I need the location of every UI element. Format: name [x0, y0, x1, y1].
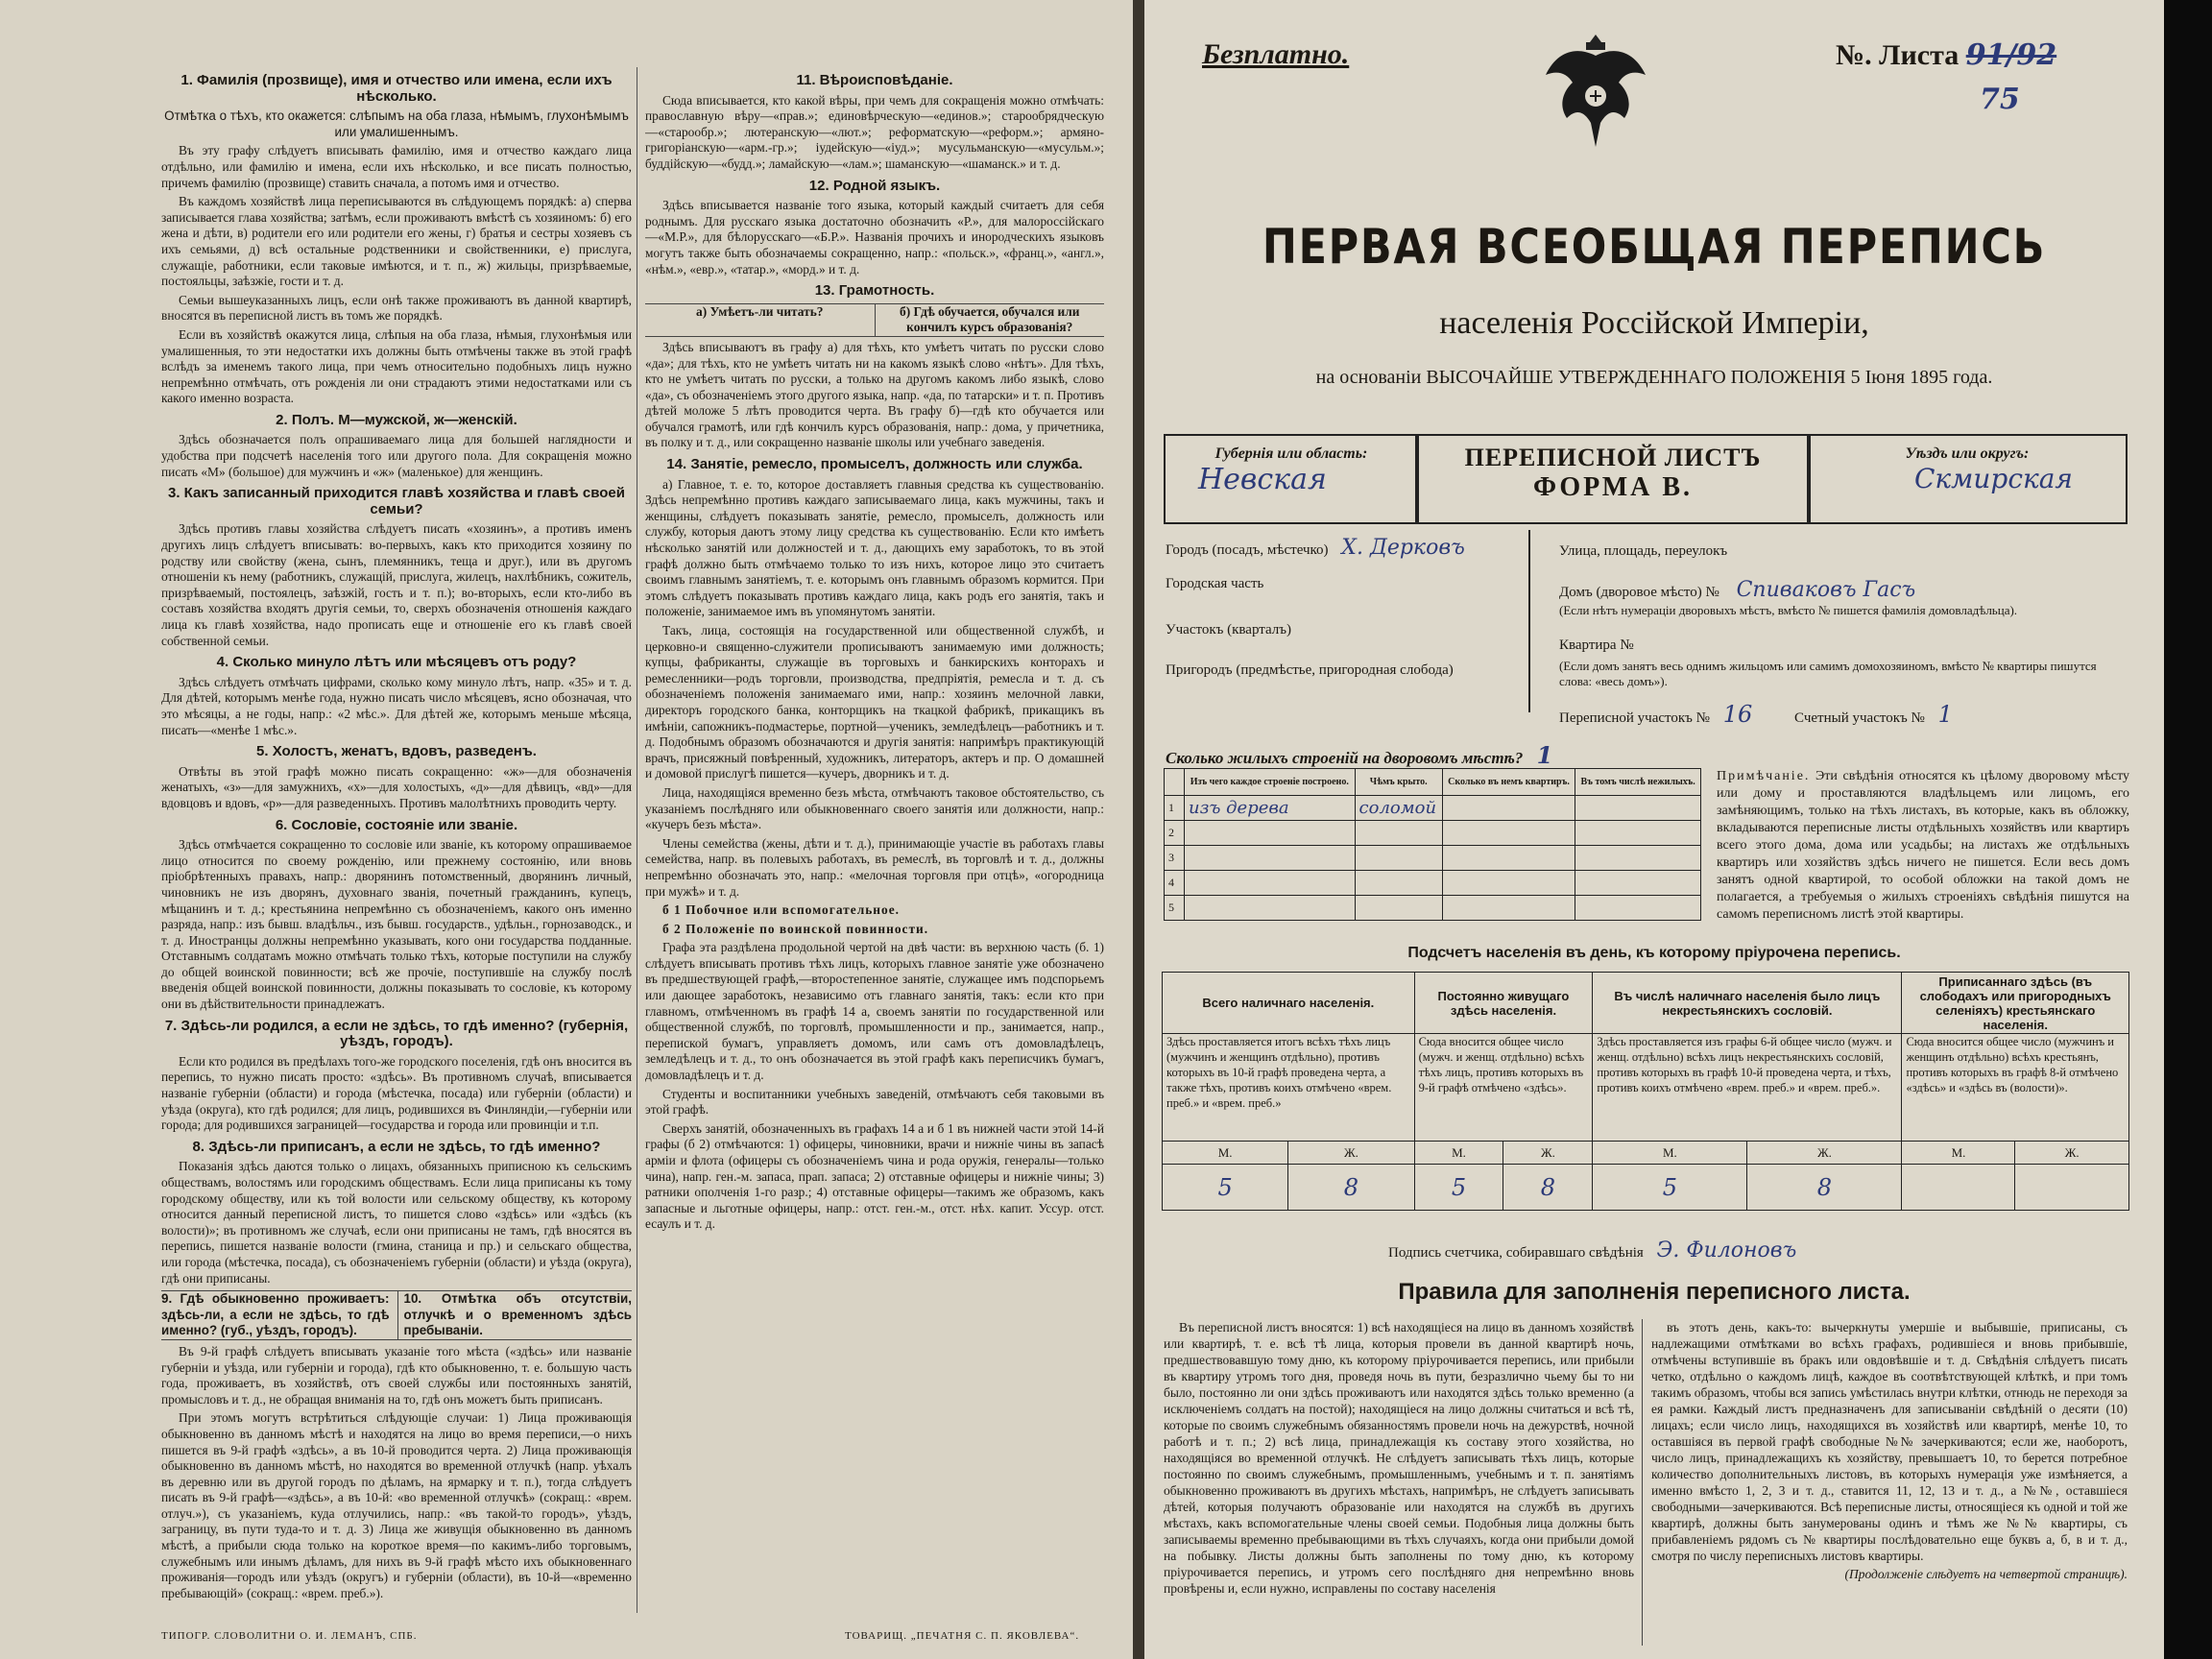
count-desc-resident: Сюда вносится общее число (мужч. и женщ. отдѣльно) всѣхъ тѣхъ лицъ, противъ которыхъ въ 9-й графѣ отмѣчено «здѣсь».	[1414, 1034, 1593, 1142]
rules-continuation: (Продолженіе слѣдуетъ на четвертой страницѣ).	[1844, 1567, 2128, 1581]
population-count-title: Подсчетъ населенія въ день, къ которому пріурочена перепись.	[1407, 945, 1901, 961]
building-nonres[interactable]	[1575, 796, 1701, 821]
building-nonres[interactable]	[1575, 896, 1701, 921]
counting-section-label: Счетный участокъ №	[1794, 710, 1925, 726]
left-footer-imprint: ТИПОГР. СЛОВОЛИТНИ О. И. ЛЕМАНЪ, СПБ.	[161, 1630, 418, 1642]
counter-signature-label: Подпись счетчика, собиравшаго свѣдѣнія	[1388, 1245, 1644, 1261]
building-flats[interactable]	[1442, 871, 1575, 896]
rules-divider	[1642, 1319, 1643, 1646]
count-peasant-female[interactable]	[2015, 1165, 2129, 1211]
count-total-female[interactable]: 8	[1288, 1165, 1414, 1211]
buildings-value[interactable]: 1	[1536, 741, 1553, 769]
buildings-table	[1164, 768, 1701, 921]
count-peasant-male[interactable]	[1902, 1165, 2015, 1211]
section-1-subheading: Отмѣтка о тѣхъ, кто окажется: слѣпымъ на оба глаза, нѣмымъ, глухонѣмымъ или умалишеннымъ.	[164, 108, 629, 139]
county-box	[1807, 434, 2128, 524]
rules-column-1	[1164, 1319, 1634, 1646]
section-1-heading: 1. Фамилія (прозвище), имя и отчество или имена, если ихъ нѣсколько.	[180, 72, 613, 105]
count-header-total: Всего наличнаго населенія.	[1163, 973, 1415, 1034]
form-name: ФОРМА В.	[1532, 472, 1694, 502]
buildings-header-flats: Сколько въ немъ квартиръ.	[1442, 769, 1575, 796]
section-8-heading: 8. Здѣсь-ли приписанъ, а если не здѣсь, то гдѣ именно?	[192, 1138, 601, 1155]
sex-female-label: Ж.	[2015, 1142, 2129, 1165]
sheet-number-handwritten-alt: 75	[1980, 83, 2020, 116]
rules-title: Правила для заполненія переписного листа.	[1398, 1279, 1911, 1305]
sex-male-label: М.	[1902, 1142, 2015, 1165]
building-flats[interactable]	[1442, 846, 1575, 871]
census-form-page	[1144, 0, 2164, 1659]
count-header-peasant: Приписаннаго здѣсь (въ слободахъ или пригородныхъ селеніяхъ) крестьянскаго населенія.	[1902, 973, 2129, 1034]
building-nonres[interactable]	[1575, 871, 1701, 896]
building-flats[interactable]	[1442, 896, 1575, 921]
section-2-heading: 2. Полъ. М—мужской, ж—женскій.	[276, 411, 517, 428]
counting-section-value[interactable]: 1	[1937, 701, 1953, 728]
count-desc-non-peasant: Здѣсь проставляется изъ графы 6-й общее число (мужч. и женщ. отдѣльно) всѣхъ лицъ некрестьянскихъ сословій, противъ которыхъ въ графѣ 10-й проведена черта, и тѣхъ, противъ коихъ отмѣчено «врем. преб.» и «врем. преб.».	[1593, 1034, 1902, 1142]
census-section-field	[1559, 701, 1953, 728]
street-label: Улица, площадь, переулокъ	[1559, 543, 1728, 559]
scan-edge	[2164, 0, 2212, 1659]
count-non-peasant-male[interactable]: 5	[1593, 1165, 1747, 1211]
section-12-heading: 12. Родной языкъ.	[808, 177, 941, 194]
section-13-heading: 13. Грамотность.	[814, 282, 935, 300]
buildings-header-material: Изъ чего каждое строеніе построено.	[1185, 769, 1356, 796]
section-7-text: Если кто родился въ предѣлахъ того-же городского поселенія, гдѣ онъ вносится въ перепись, то нужно писать просто: «здѣсь». Въ противномъ случаѣ, вписывается названіе губерніи (области) и города (мѣстечка, посада) или губерніи (области) и уѣзда (округа), кто гдѣ родился; для лицъ, родившихся въ Финляндіи,—губерніи или города; для родившихся заграницей—государства и города или провинціи и т.п.	[161, 1053, 632, 1133]
building-material[interactable]: изъ дерева	[1185, 796, 1356, 821]
county-label: Уѣздъ или округъ:	[1905, 445, 2030, 462]
count-non-peasant-female[interactable]: 8	[1747, 1165, 1902, 1211]
section-5-text: Отвѣты въ этой графѣ можно писать сокращенно: «ж»—для обозначенія женатыхъ, «з»—для замужнихъ, «х»—для холостыхъ, «д»—для дѣвицъ, «вд»—для вдовцовъ и вдовъ, «р»—для разведенныхъ. Противъ малолѣтнихъ проводить черту.	[161, 763, 632, 810]
district-label: Участокъ (кварталъ)	[1166, 622, 1292, 637]
building-roof[interactable]	[1355, 871, 1442, 896]
section-14-heading: 14. Занятіе, ремесло, промыселъ, должность или служба.	[666, 456, 1083, 473]
page-gutter	[1133, 0, 1144, 1659]
sex-female-label: Ж.	[1288, 1142, 1414, 1165]
row-number: 1	[1165, 796, 1185, 821]
section-8-text: Показанія здѣсь даются только о лицахъ, обязанныхъ приписною къ сельскимъ обществамъ, волостямъ или городскимъ обществамъ. Если лица приписаны къ тому городскому обществу, или къ той волости или сельскому обществу, къ которому относится данный переписной листъ, то пишется слово «здѣсь» или «здѣсь (къ волости)»; въ противномъ же случаѣ, если они приписаны не тамъ, гдѣ вносятся въ перепись, пишется названіе волости (гмина, станица и пр.) и сельскаго общества, или города (мѣстечка, посада), съ обозначеніемъ губерніи (области) и уѣзда (округа), гдѣ они приписаны.	[161, 1159, 632, 1286]
section-11-text: Сюда вписывается, кто какой вѣры, при чемъ для сокращенія можно отмѣчать: православную вѣру—«прав.»; единовѣрческую—«единов.»; старообрядческую—«старообр.»; лютеранскую—«лют.»; реформатскую—«реформ.»; армяно-григоріанскую—«арм.-гр.»; іудейскую—«іуд.»; мусульманскую—«мусульм.»; буддійскую—«будд.»; ламайскую—«лам.»; шаманскую—«шаманск.» и т. д.	[645, 92, 1104, 171]
count-resident-female[interactable]: 8	[1503, 1165, 1593, 1211]
buildings-header-roof: Чѣмъ крыто.	[1355, 769, 1442, 796]
instructions-column-2	[645, 67, 1104, 1584]
count-total-male[interactable]: 5	[1163, 1165, 1288, 1211]
sheet-number-label: №. Листа	[1836, 39, 1960, 71]
section-14-text: а) Главное, т. е. то, которое доставляетъ главныя средства къ существованію. Здѣсь непремѣнно противъ каждаго записываемаго лица, какъ мужчины, такъ и женщины, слѣдуетъ показывать занятіе, ремесло, промыселъ, должность или службу, которыя даютъ этому лицу средства къ существованію. Если кто имѣетъ нѣсколько занятій или должностей и т. д., дающихъ ему заработокъ, то въ этой графѣ должно быть отмѣчаемо только то изъ нихъ, которое лицо это считаетъ своимъ главнымъ занятіемъ, т. е. которымъ онъ главнымъ образомъ кормится. При этомъ слѣдуетъ показывать противъ каждаго лица, какъ родъ его занятія, такъ и положеніе, занимаемое имъ въ упомянутомъ занятіи.	[645, 476, 1104, 619]
apartment-note: (Если домъ занятъ весь однимъ жильцомъ или самимъ домохозяиномъ, вмѣсто № квартиры пишутся слова: «весь домъ»).	[1559, 659, 2097, 688]
building-material[interactable]	[1185, 821, 1356, 846]
table-row	[1165, 846, 1701, 871]
section-10-heading: 10. Отмѣтка объ отсутствіи, отлучкѣ и о временномъ здѣсь пребываніи.	[397, 1291, 633, 1339]
census-title: ПЕРВАЯ ВСЕОБЩАЯ ПЕРЕПИСЬ	[1262, 219, 2047, 275]
city-part-label: Городская часть	[1166, 576, 1264, 591]
city-field	[1166, 536, 1465, 560]
question-13a: а) Умѣетъ-ли читать?	[696, 303, 824, 319]
house-value[interactable]: Спиваковъ Гасъ	[1736, 578, 1916, 602]
census-basis: на основаніи ВЫСОЧАЙШЕ УТВЕРЖДЕННАГО ПОЛОЖЕНІЯ 5 Іюня 1895 года.	[1315, 367, 1993, 388]
apartment-label: Квартира №	[1559, 637, 1634, 653]
section-14-text: Такъ, лица, состоящія на государственной или общественной службѣ, и церковно-и священно-служители прописываютъ занимаемую ими должность; купцы, фабриканты, служащіе въ торговыхъ и банкирскихъ конторахъ и ремесленники—родъ торговли, производства, предпріятія, ремесла и т. д. съ обозначеніемъ положенія занимаемаго ими, напр.: хозяинъ мелочной лавки, директоръ городского банка, конторщикъ на ткацкой фабрикѣ, прикащикъ въ имѣніи, сапожникъ-подмастерье, портной—ученикъ, земледѣлецъ—работникъ и т. д. Подобнымъ образомъ обозначаются и другія занятія: напримѣръ практикующій врачъ, присяжный повѣренный, художникъ, литераторъ, актеръ и пр. О домашней и домовой прислугѣ пишется—кучеръ, дворникъ и т. д.	[645, 623, 1104, 781]
row-number: 3	[1165, 846, 1185, 871]
rules-column-2	[1651, 1319, 2128, 1646]
building-nonres[interactable]	[1575, 821, 1701, 846]
section-14b-text: Графа эта раздѣлена продольной чертой на двѣ части: въ верхнюю часть (б. 1) слѣдуетъ вписывать противъ тѣхъ лицъ, которыхъ главное занятіе уже обозначено въ предшествующей графѣ,—второстепенное занятіе, служащее имъ подспорьемъ или дающее заработокъ, независимо отъ главнаго занятія, такъ: если кто при главномъ, отмѣченномъ въ графѣ 14 а, своемъ занятіи по государственной или общественной службѣ, по торговлѣ, промышленности и пр., занимается, напр., перепиской бумагъ, управляетъ домомъ, или самъ отъ домовладѣлецъ, земледѣлецъ и т. д., то онъ обозначается въ этой графѣ какъ переписчикъ бумагъ, домовладѣлецъ и т. д.	[645, 940, 1104, 1083]
census-subtitle: населенія Россійской Имперіи,	[1439, 305, 1869, 341]
rules-text: въ этотъ день, какъ-то: вычеркнуты умершіе и выбывшіе, приписаны, съ надлежащими отмѣтками во всѣхъ графахъ, родившіеся и вновь прибывшіе, отмѣчены вступившіе въ бракъ или овдовѣвшіе и т. д. Свѣдѣнія слѣдуетъ писать четко, отдѣльно о каждомъ лицѣ, каждое въ соотвѣтствующей клѣткѣ, и при томъ такимъ образомъ, чтобы вся запись умѣстилась внутри клѣтки, отнюдь не переходя за ея рамки. Каждый листъ предназначенъ для записываніи свѣдѣній о десяти (10) лицахъ; если число лицъ, находящихся въ хозяйствѣ или квартирѣ, менѣе 10, то оставшіяся въ первой графѣ свободные №№ зачеркиваются; если же, наоборотъ, число лицъ, принадлежащихъ къ хозяйству, превышаетъ 10, то берется потребное количество дополнительныхъ листовъ, въ которыхъ нумерація уже измѣняется, а именно вмѣсто 1, 2, 3 и т. д., ставится 11, 12, 13 и т. д., а №№, оставшіеся свободными—зачеркиваются. Всѣ переписные листы, относящіеся къ одной и той же квартирѣ, должны быть занумерованы одинъ и тѣмъ же №№ квартиры, съ прибавленіемъ рядомъ съ № квартиры послѣдовательно еще буквъ а, б, в и т. д., смотря по числу переписныхъ листовъ квартиры.	[1651, 1320, 2128, 1563]
buildings-header-nonres: Въ томъ числѣ нежилыхъ.	[1575, 769, 1701, 796]
section-9-text: При этомъ могутъ встрѣтиться слѣдующіе случаи: 1) Лица проживающія обыкновенно въ данномъ мѣстѣ и находятся на лицо во время переписи,—о нихъ пишется въ 9-й графѣ «здѣсь», а въ 10-й проводится черта. 2) Лица проживающія обыкновенно въ данномъ мѣстѣ, но находятся во временной отлучкѣ (напр. уѣхалъ въ деревню или въ другой городъ по дѣламъ, на ярмарку и т. п.), тогда слѣдуетъ писать въ 9-й графѣ—«здѣсь», а въ 10-й: «во временной отлучкѣ» (сокращ.: «врем. отлуч.»), съ указаніемъ, куда отлучились, напр.: «въ такой-то городъ», уѣздъ, заграницу, въ пути туда-то и т. д. 3) Лица же живущія обыкновенно въ данномъ мѣстѣ, а прибыли сюда только на короткое время—по какимъ-либо торговымъ, служебнымъ или инымъ дѣламъ, для нихъ въ 9-й графѣ мѣсто ихъ обыкновеннаго проживанія—городъ или уѣздъ (округъ) и губерніи (области), въ 10-й—«временно пребывающій» (сокращ.: «врем. преб.»).	[161, 1410, 632, 1600]
city-label: Городъ (посадъ, мѣстечко)	[1166, 542, 1329, 558]
section-1-text: Семьи вышеуказанныхъ лицъ, если онѣ также проживаютъ въ данной квартирѣ, вносятся въ переписной листъ въ томъ же порядкѣ.	[161, 292, 632, 324]
section-7-heading: 7. Здѣсь-ли родился, а если не здѣсь, то гдѣ именно? (губернія, уѣздъ, городъ).	[164, 1017, 629, 1050]
suburb-label: Пригородъ (предмѣстье, пригородная слобода)	[1166, 662, 1454, 678]
section-2-text: Здѣсь обозначается полъ опрашиваемаго лица для большей наглядности и удобства при подсчетѣ населенія того или другого пола. Для сокращенія можно писать «М» (большое) для мужчинъ и «ж» (маленькое) для женщинъ.	[161, 432, 632, 479]
counter-signature-value[interactable]: Э. Филоновъ	[1656, 1238, 1797, 1262]
section-14-text: Члены семейства (жены, дѣти и т. д.), принимающіе участіе въ работахъ главы семейства, напр. въ полевыхъ работахъ, въ ремеслѣ, въ торговлѣ и т. д., должны непремѣнно обозначать это, напр.: «мелочная торговля при отцѣ», «огородница при мужѣ» и т. д.	[645, 835, 1104, 899]
section-9-heading: 9. Гдѣ обыкновенно проживаетъ: здѣсь-ли, а если не здѣсь, то гдѣ именно? (губ., уѣздъ, городъ).	[161, 1291, 390, 1338]
section-11-heading: 11. Вѣроисповѣданіе.	[796, 72, 953, 88]
table-row	[1165, 796, 1701, 821]
province-box	[1164, 434, 1419, 524]
building-flats[interactable]	[1442, 821, 1575, 846]
section-3-text: Здѣсь противъ главы хозяйства слѣдуетъ писать «хозяинъ», а противъ именъ другихъ лицъ слѣдуетъ вписывать: во-первыхъ, какъ кто приходится хозяину по родству или свойству (жена, сынъ, племянникъ, теща и друг.), или въ другомъ отношеніи къ нему (работникъ, служащій, прислуга, жилецъ, нахлѣбникъ, сожитель, призрѣваемый, постоялецъ, заѣзжій, гость и т. п.); во-вторыхъ, если кто-либо въ составъ хозяйства входятъ другія семьи, то, сверхъ обозначенія отношенія каждаго лица къ главѣ хозяйства, надо прописать еще и отношеніе его къ главѣ своей собственной семьи.	[161, 521, 632, 648]
sex-male-label: М.	[1593, 1142, 1747, 1165]
house-note: (Если нѣтъ нумераціи дворовыхъ мѣстъ, вмѣсто № пишется фамилія домовладѣльца).	[1559, 603, 2018, 617]
building-nonres[interactable]	[1575, 846, 1701, 871]
census-section-value[interactable]: 16	[1722, 701, 1753, 728]
population-count-table	[1162, 972, 2129, 1211]
province-label: Губернія или область:	[1214, 445, 1368, 462]
section-9-text: Въ 9-й графѣ слѣдуетъ вписывать указаніе того мѣста («здѣсь» или названіе губерніи и уѣзда, или губерніи и города), гдѣ кто обыкновенно, т. е. большую часть года, проживаетъ, въ хозяйствѣ, отъ своей службы или постоянныхъ занятій, промысловъ и т. д., не обращая вниманія на то, гдѣ онъ можетъ быть приписанъ.	[161, 1343, 632, 1407]
section-12-text: Здѣсь вписывается названіе того языка, который каждый считаетъ для себя роднымъ. Для русскаго языка достаточно обозначить «Р.», для малороссійскаго—«М.Р.», для бѣлорусскаго—«Б.Р.». Названія прочихъ и инородческихъ языковъ могутъ также быть обозначаемы сокращенно, напр.: «польск.», «франц.», «англ.», «нѣм.», «евр.», «татар.», «морд.» и т. д.	[645, 198, 1104, 276]
section-3-heading: 3. Какъ записанный приходится главѣ хозяйства и главѣ своей семьи?	[168, 485, 625, 517]
count-header-resident: Постоянно живущаго здѣсь населенія.	[1414, 973, 1593, 1034]
field-divider	[1528, 530, 1530, 712]
sheet-number	[1836, 38, 2057, 116]
buildings-note	[1717, 768, 2129, 924]
section-14b2-heading: б 2 Положеніе по воинской повинности.	[662, 921, 929, 936]
section-14b-text: Сверхъ занятій, обозначенныхъ въ графахъ 14 а и б 1 въ нижней части этой 14-й графы (б 2) отмѣчаются: 1) офицеры, чиновники, врачи и нижніе чины въ запасѣ арміи и флота (офицеры съ обозначеніемъ чина и рода оружія, генералы—только чина), напр. ген.-м. запаса, прап. запаса; 2) отставные офицеры и нижніе чины; 3) ратники ополченія 1-го разр.; 4) отставные офицеры—такимъ же образомъ, какъ запасные и льготные офицеры, напр.: отст. ген.-м., отст. нѣх. капит. Уссур. отст. есаулъ и т. д.	[645, 1120, 1104, 1232]
house-label: Домъ (дворовое мѣсто) №	[1559, 585, 1719, 600]
sheet-number-handwritten: 91/92	[1965, 38, 2057, 72]
building-roof[interactable]: соломой	[1355, 796, 1442, 821]
counter-signature-field	[1388, 1238, 1796, 1262]
count-resident-male[interactable]: 5	[1414, 1165, 1503, 1211]
province-value[interactable]: Невская	[1198, 463, 1327, 496]
county-value[interactable]: Скмирская	[1914, 463, 2073, 494]
section-4-text: Здѣсь слѣдуетъ отмѣчать цифрами, сколько кому минуло лѣтъ, напр. «35» и т. д. Для дѣтей, которымъ менѣе года, нужно писать число мѣсяцевъ, ясно обозначая, что это мѣсяцы, а не годы, напр.: «2 мѣс.». Для дѣтей же, которымъ меньше мѣсяца, писать—«менѣе 1 мѣс.».	[161, 674, 632, 737]
row-number: 2	[1165, 821, 1185, 846]
sex-female-label: Ж.	[1747, 1142, 1902, 1165]
section-14b1-heading: б 1 Побочное или вспомогательное.	[662, 902, 900, 918]
city-value[interactable]: Х. Дерковъ	[1341, 536, 1465, 560]
buildings-field	[1166, 741, 1552, 769]
question-13b: б) Гдѣ обучается, обучался или кончилъ курсъ образованія?	[875, 304, 1105, 336]
rules-text: Въ переписной листъ вносятся: 1) всѣ находящіеся на лицо въ данномъ хозяйствѣ или квартирѣ, т. е. всѣ тѣ лица, которыя провели въ данной квартирѣ ночь, предшествовавшую тому дню, къ которому пріурочивается перепись, или прибыли въ квартиру утромъ того дня, проведя ночь въ пути, безразлично чьему бы то ни было, постоянно ли они здѣсь проживаютъ или находятся здѣсь только временно (а исключеніемъ солдатъ на постой); находящіеся на лицо должны считаться и всѣ тѣ, которые по своимъ служебнымъ обязанностямъ провели ночь на дежурствѣ, ночной работѣ и т. п.; 2) всѣ лица, принадлежащія къ составу этого хозяйства, но находящіяся во временной отлучкѣ. Не слѣдуетъ записывать тѣхъ лицъ, которые постоянно по своимъ служебнымъ, промышленнымъ, учебнымъ и т. п. занятіямъ обыкновенно проживаютъ въ другихъ мѣстахъ, напримѣръ, не слѣдуетъ записывать дѣтей, которыя получаютъ образованіе или находятся на службѣ въ другихъ мѣстахъ, какъ вспомогательные члены своей семьи. Подобныя лица должны быть записываемы временно пребывающими въ тѣхъ случаяхъ, когда они прибыли домой на побывку. Листы должны быть заполнены по тому дню, къ которому пріурочивается перепись, и утромъ сего послѣдняго дня непремѣнно вновь провѣрены и, если нужно, исправлены по составу населенія	[1164, 1320, 1634, 1596]
row-number: 5	[1165, 896, 1185, 921]
building-material[interactable]	[1185, 846, 1356, 871]
sex-male-label: М.	[1163, 1142, 1288, 1165]
section-1-text: Въ каждомъ хозяйствѣ лица переписываются въ слѣдующемъ порядкѣ: а) сперва записывается глава хозяйства; затѣмъ, если проживаютъ вмѣстѣ съ хозяиномъ: б) его жена и дѣти, в) родители его или родители его жены, г) братья и сестры хозяевъ съ ихъ семьями, д) всѣ остальные родственники и свойственники, е) прислуга, служащіе, работники, если таковые имѣются, и т. п., ж) жильцы, призрѣваемые, постояльцы, заѣзжіе, гости и т. д.	[161, 194, 632, 289]
census-section-label: Переписной участокъ №	[1559, 710, 1710, 726]
count-desc-total: Здѣсь проставляется итогъ всѣхъ тѣхъ лицъ (мужчинъ и женщинъ отдѣльно), противъ которыхъ въ 10-й графѣ проведена черта, а также тѣхъ, противъ коихъ отмѣчено «врем. преб.» и «врем. преб.»	[1163, 1034, 1415, 1142]
building-material[interactable]	[1185, 871, 1356, 896]
section-13-text: Здѣсь вписываютъ въ графу а) для тѣхъ, кто умѣетъ читать по русски слово «да»; для тѣхъ, кто не умѣетъ читать ни на какомъ языкѣ слово «нѣтъ». Для тѣхъ, кто не умѣетъ читать по русски, а только на другомъ какомъ либо языкѣ, слово «да», съ обозначеніемъ этого другого языка, напр. «да, по татарски» и т. п. Противъ дѣтей моложе 5 лѣтъ проводится черта. Въ графу б)—гдѣ кто обучается или обучался грамотѣ, или гдѣ кончилъ курсъ образованія, напр.: дома, у причетника, въ полку и т. д., или сокращенно названіе школы или учебнаго заведенія.	[645, 339, 1104, 450]
instructions-column-1	[161, 67, 632, 1603]
row-number: 4	[1165, 871, 1185, 896]
right-footer-imprint: ТОВАРИЩ. „ПЕЧАТНЯ С. П. ЯКОВЛЕВА“.	[845, 1630, 1080, 1642]
section-4-heading: 4. Сколько минуло лѣтъ или мѣсяцевъ отъ роду?	[216, 654, 577, 671]
note-text: Эти свѣдѣнія относятся къ цѣлому дворовому мѣсту или дому и проставляются владѣльцемъ или лицомъ, его замѣняющимъ, только на тѣхъ листахъ, въ которые, какъ въ обложку, вкладываются переписные листы отдѣльныхъ хозяйствъ или квартиръ всего этого дома, дома или усадьбы; на листахъ же отдѣльныхъ квартиръ или хозяйствъ здѣсь ничего не пишется. Если весь домъ занятъ одной квартирой, то особой обложки на такой домъ не полагается, а требуемыя о жилыхъ строеніяхъ свѣдѣнія пишутся на самомъ переписномъ листѣ этой квартиры.	[1717, 769, 2130, 922]
count-desc-peasant: Сюда вносится общее число (мужчинъ и женщинъ отдѣльно) всѣхъ крестьянъ, противъ которыхъ въ графѣ 8-й отмѣчено «здѣсь» и «здѣсь въ (волости)».	[1902, 1034, 2129, 1142]
sex-female-label: Ж.	[1503, 1142, 1593, 1165]
note-title: Примѣчаніе.	[1717, 769, 1811, 783]
table-row	[1165, 871, 1701, 896]
section-1-text: Въ эту графу слѣдуетъ вписывать фамилію, имя и отчество каждаго лица отдѣльно, или фамилію и имена, если ихъ нѣсколько, и все писать полностью, причемъ фамилію (прозвище) ставить сначала, а потомъ имя и отчество.	[161, 143, 632, 190]
building-roof[interactable]	[1355, 821, 1442, 846]
count-header-non-peasant: Въ числѣ наличнаго населенія было лицъ некрестьянскихъ сословій.	[1593, 973, 1902, 1034]
building-roof[interactable]	[1355, 846, 1442, 871]
building-roof[interactable]	[1355, 896, 1442, 921]
free-label: Безплатно.	[1202, 38, 1350, 70]
form-title: ПЕРЕПИСНОЙ ЛИСТЪ	[1464, 444, 1762, 471]
building-flats[interactable]	[1442, 796, 1575, 821]
section-6-text: Здѣсь отмѣчается сокращенно то сословіе или званіе, къ которому опрашиваемое лицо относится по своему рожденію, или прежнему состоянію, или вновь пріобрѣтенныхъ правахъ, напр.: дворянинъ потомственный, дворянинъ личный, чиновникъ не изъ дворянъ, духовнаго званія, почетный гражданинъ, купецъ, мѣщанинъ и т. д.; крестьянина непремѣнно съ обозначеніемъ, какого онъ именно разряда, напр.: изъ бывш. владѣльч., изъ бывш. государств., удѣльн., горнозаводск., и т. д. Иностранцы должны непремѣнно указывать, кого они государства подданные. Отставнымъ солдатамъ можно отмѣчать только тѣхъ, которые поступили на службу до общей воинской повинности; всѣ же прочіе, поступившіе на службу послѣ введенія общей воинской повинности, должны показывать то сословіе, къ которому они въ дѣйствительности принадлежатъ.	[161, 837, 632, 1012]
table-row	[1165, 896, 1701, 921]
sex-male-label: М.	[1414, 1142, 1503, 1165]
building-material[interactable]	[1185, 896, 1356, 921]
section-14-text: Лица, находящіяся временно безъ мѣста, отмѣчаютъ таковое обстоятельство, съ указаніемъ послѣдняго или обыкновеннаго своего занятія или должности, напр.: «кучеръ безъ мѣста».	[645, 784, 1104, 832]
double-headed-eagle-emblem	[1538, 27, 1653, 152]
buildings-label: Сколько жилыхъ строеній на дворовомъ мѣстѣ?	[1166, 749, 1524, 767]
section-6-heading: 6. Сословіе, состояніе или званіе.	[275, 816, 518, 833]
section-14b-text: Студенты и воспитанники учебныхъ заведеній, отмѣчаютъ себя таковыми въ этой графѣ.	[645, 1086, 1104, 1118]
section-1-text: Если въ хозяйствѣ окажутся лица, слѣпыя на оба глаза, нѣмыя, глухонѣмыя или умалишенныя, то эти недостатки ихъ должны быть отмѣчены также въ этой графѣ вслѣдъ за именемъ такого лица, при чемъ относительно подобныхъ лицъ нужно непремѣнно отмѣчать, отъ рожденія ли они страдаютъ этими недостатками или съ какого именно возраста.	[161, 326, 632, 406]
house-field	[1559, 578, 1915, 602]
section-5-heading: 5. Холостъ, женатъ, вдовъ, разведенъ.	[256, 743, 537, 760]
form-title-box	[1415, 434, 1811, 524]
table-row	[1165, 821, 1701, 846]
